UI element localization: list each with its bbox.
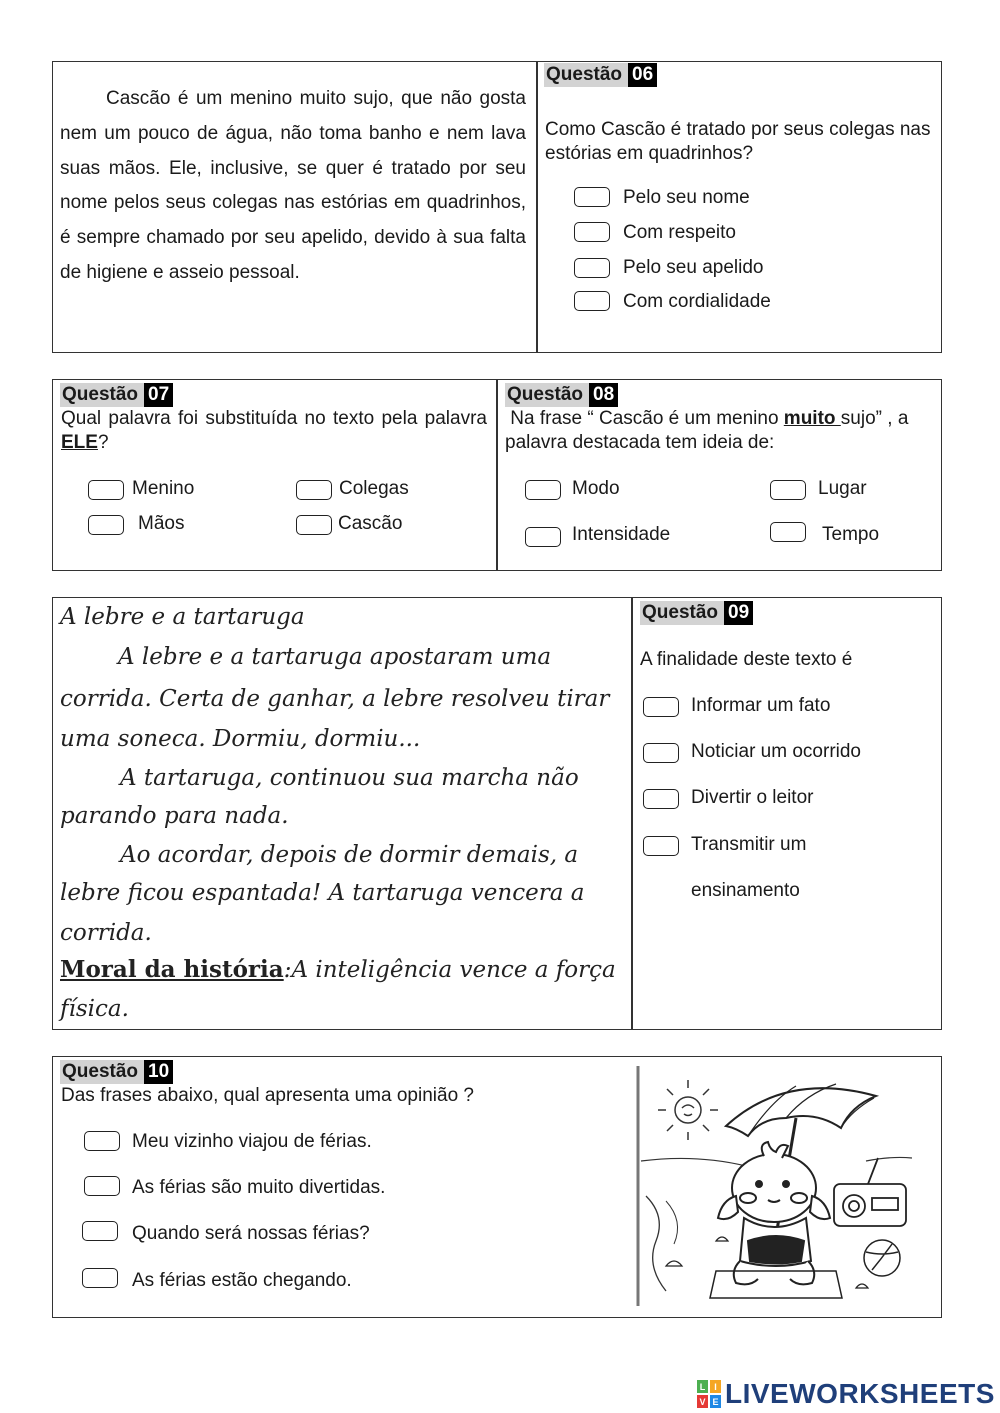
checkbox-q07-2[interactable] [296,480,332,500]
question-07-header [60,383,173,407]
option-q09-4-cont: ensinamento [691,880,800,901]
checkbox-q10-2[interactable] [84,1176,120,1196]
option-q07-2: Colegas [339,478,409,499]
option-q06-1: Pelo seu nome [623,187,750,208]
brand-name: LIVEWORKSHEETS [725,1378,995,1409]
divider [496,379,498,571]
passage-text: Cascão é um menino muito sujo, que não gosta nem um pouco de água, não toma banho e nem lava suas mãos. Ele, inclusive, se quer é tratado por seu nome pelos seus colegas nas estórias em quadrinhos, é sempre chamado por seu apelido, devido à sua falta de higiene e asseio pessoal. [60,88,526,283]
question-08-post: sujo” , a palavra destacada tem ideia de: [505,408,914,453]
checkbox-q06-3[interactable] [574,258,610,278]
checkbox-q06-2[interactable] [574,222,610,242]
question-08-pre: Na frase “ Cascão é um menino [505,408,784,429]
story-line: Ao acordar, depois de dormir demais, a [120,842,579,868]
checkbox-q09-3[interactable] [643,789,679,809]
question-label: Questão [640,601,724,625]
option-q10-2: As férias são muito divertidas. [132,1177,386,1198]
checkbox-q07-1[interactable] [88,480,124,500]
checkbox-q07-3[interactable] [88,515,124,535]
story-line: A lebre e a tartaruga apostaram uma [118,644,552,670]
option-q10-3: Quando será nossas férias? [132,1223,370,1244]
highlighted-word: ELE [61,432,98,453]
checkbox-q08-4[interactable] [770,522,806,542]
question-09-header [640,601,753,625]
story-line: física. [60,996,129,1022]
question-08-text [505,407,935,455]
question-number: 08 [589,383,618,407]
question-08-header [505,383,618,407]
option-q08-4: Tempo [822,524,880,545]
divider [631,597,633,1030]
option-q08-1: Modo [572,478,620,499]
question-label: Questão [505,383,589,407]
moral-text: :A inteligência vence a força [283,957,616,983]
cascao-passage [60,82,526,291]
story-line: corrida. [60,920,152,946]
checkbox-q06-4[interactable] [574,291,610,311]
option-q09-1: Informar um fato [691,695,831,716]
checkbox-q09-1[interactable] [643,697,679,717]
option-q07-1: Menino [132,478,195,499]
option-q07-4: Cascão [338,513,403,534]
highlighted-word: muito [783,408,841,429]
option-q07-3: Mãos [138,513,185,534]
ball-icon [864,1240,900,1276]
divider [536,61,538,353]
option-q06-2: Com respeito [623,222,736,243]
liveworksheets-logo [697,1378,995,1410]
story-line: uma soneca. Dormiu, dormiu... [60,726,421,752]
question-10-header [60,1060,173,1084]
question-06-header [544,63,657,87]
option-q08-2: Lugar [818,478,867,499]
option-q10-1: Meu vizinho viajou de férias. [132,1131,372,1152]
logo-letter: V [697,1395,708,1408]
option-q06-4: Com cordialidade [623,291,771,312]
question-10-text: Das frases abaixo, qual apresenta uma opinião ? [61,1085,474,1106]
option-q10-4: As férias estão chegando. [132,1270,352,1291]
option-q06-3: Pelo seu apelido [623,257,764,278]
question-06-text: Como Cascão é tratado por seus colegas nas estórias em quadrinhos? [545,119,931,164]
question-07-text [61,407,487,455]
question-label: Questão [544,63,628,87]
checkbox-q08-3[interactable] [525,527,561,547]
logo-letter: I [710,1380,721,1393]
logo-icon [697,1380,721,1408]
story-line: A tartaruga, continuou sua marcha não [120,765,579,791]
logo-letter: E [710,1395,721,1408]
moral-label: Moral da história [60,956,284,983]
beach-baby-illustration [636,1066,912,1306]
story-line: lebre ficou espantada! A tartaruga vencera a [60,880,585,906]
story-moral [60,956,616,983]
question-number: 07 [144,383,173,407]
checkbox-q07-4[interactable] [296,515,332,535]
logo-letter: L [697,1380,708,1393]
question-label: Questão [60,1060,144,1084]
checkbox-q09-2[interactable] [643,743,679,763]
question-07-post: ? [97,432,109,453]
question-number: 09 [724,601,753,625]
option-q09-3: Divertir o leitor [691,787,814,808]
question-09-text: A finalidade deste texto é [640,649,853,670]
option-q09-2: Noticiar um ocorrido [691,741,861,762]
question-number: 06 [628,63,657,87]
checkbox-q10-1[interactable] [84,1131,120,1151]
option-q08-3: Intensidade [572,524,671,545]
story-title: A lebre e a tartaruga [60,604,305,630]
checkbox-q10-3[interactable] [82,1221,118,1241]
story-line: corrida. Certa de ganhar, a lebre resolveu tirar [60,686,610,712]
question-number: 10 [144,1060,173,1084]
checkbox-q06-1[interactable] [574,187,610,207]
checkbox-q08-1[interactable] [525,480,561,500]
option-q09-4: Transmitir um [691,834,807,855]
story-line: parando para nada. [60,803,289,829]
checkbox-q08-2[interactable] [770,480,806,500]
checkbox-q10-4[interactable] [82,1268,118,1288]
question-label: Questão [60,383,144,407]
checkbox-q09-4[interactable] [643,836,679,856]
question-07-pre: Qual palavra foi substituída no texto pela palavra [61,408,487,429]
